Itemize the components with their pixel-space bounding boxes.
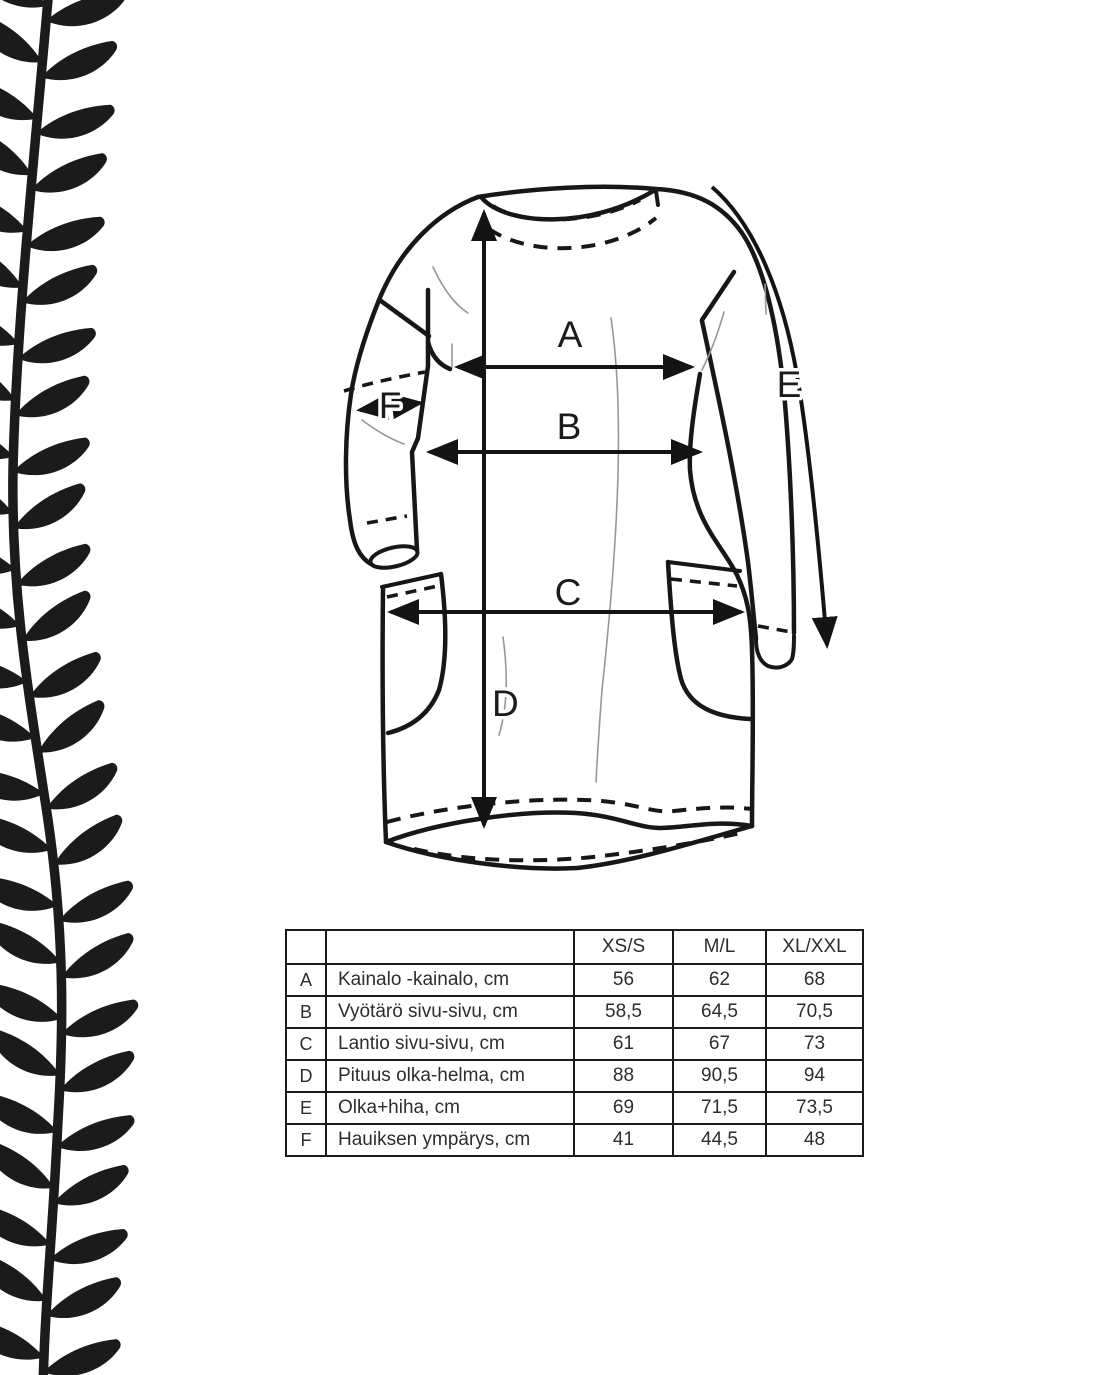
measurement-label: Lantio sivu-sivu, cm <box>326 1028 574 1060</box>
garment-measurement-diagram <box>320 170 850 895</box>
measurement-value-xs-s: 41 <box>574 1124 673 1156</box>
neck-stitch-dashed-2 <box>489 218 656 248</box>
size-column-header-xs-s: XS/S <box>574 930 673 964</box>
right-raglan-seam <box>702 272 734 320</box>
measurement-value-m-l: 64,5 <box>673 996 766 1028</box>
vine-leaf <box>53 1164 128 1206</box>
vine-leaf <box>35 95 115 147</box>
measurement-label: Pituus olka-helma, cm <box>326 1060 574 1092</box>
measurement-value-xl-xxl: 48 <box>766 1124 863 1156</box>
vine-leaf <box>15 376 90 418</box>
measurement-value-xl-xxl: 73,5 <box>766 1092 863 1124</box>
vine-leaf <box>58 933 136 980</box>
measure-label-b: B <box>556 406 582 447</box>
vine-leaf <box>0 980 62 1025</box>
measurement-value-m-l: 44,5 <box>673 1124 766 1156</box>
hem-stitch-dashed-lower <box>414 833 740 860</box>
vine-leaf <box>47 814 128 867</box>
measurement-label: Kainalo -kainalo, cm <box>326 964 574 996</box>
measurement-value-xl-xxl: 94 <box>766 1060 863 1092</box>
vine-leaf <box>0 1028 64 1077</box>
right-cuff <box>756 636 794 668</box>
left-raglan-seam <box>381 301 429 336</box>
table-row <box>286 964 863 996</box>
vine-leaves <box>0 0 139 1375</box>
table-row <box>286 1092 863 1124</box>
left-pocket-stitch-dashed <box>387 586 438 597</box>
vine-leaf <box>41 38 117 82</box>
vine-graphic <box>0 0 139 1375</box>
vine-leaf <box>46 1277 121 1319</box>
right-sleeve-outer-edge <box>656 189 794 633</box>
measure-label-c: C <box>554 572 582 613</box>
left-pocket-top <box>382 574 441 587</box>
neck-notch <box>656 191 658 205</box>
table-row <box>286 1124 863 1156</box>
hem-top-edge <box>386 813 752 842</box>
vine-leaf <box>22 263 98 306</box>
measurement-key: C <box>286 1028 326 1060</box>
size-table-header <box>286 930 863 964</box>
measure-label-a: A <box>557 314 583 355</box>
measurement-value-xl-xxl: 70,5 <box>766 996 863 1028</box>
vine-leaf <box>0 867 58 918</box>
right-sleeve-inner-edge <box>702 321 756 639</box>
right-shoulder-line <box>765 284 766 314</box>
leaf-vine-decoration <box>0 0 150 1375</box>
vine-leaf <box>31 151 107 195</box>
right-pocket-curve <box>668 562 750 719</box>
right-cuff-stitch-dashed <box>758 626 791 632</box>
vine-leaf <box>0 1140 59 1191</box>
vine-leaf <box>60 1051 135 1093</box>
vine-leaf <box>0 1093 58 1135</box>
vine-leaf <box>15 544 91 587</box>
size-table <box>285 929 864 1157</box>
vine-leaf <box>0 1318 44 1360</box>
measurement-value-m-l: 67 <box>673 1028 766 1060</box>
vine-leaf <box>56 1108 135 1157</box>
measurement-value-xs-s: 69 <box>574 1092 673 1124</box>
measurement-value-xs-s: 88 <box>574 1060 673 1092</box>
left-armpit <box>428 342 450 369</box>
vine-leaf <box>0 0 49 8</box>
left-chest-fold-line <box>433 267 468 313</box>
measure-label-e: E <box>776 364 802 405</box>
measure-arrow-e <box>712 187 827 645</box>
vine-leaf <box>49 1221 128 1271</box>
measurement-value-m-l: 71,5 <box>673 1092 766 1124</box>
vine-leaf <box>18 320 97 369</box>
measurement-label: Hauiksen ympärys, cm <box>326 1124 574 1156</box>
size-table-body <box>286 964 863 1156</box>
measurement-value-m-l: 90,5 <box>673 1060 766 1092</box>
size-column-header-m-l: M/L <box>673 930 766 964</box>
garment-outline <box>344 187 794 869</box>
measurement-key: A <box>286 964 326 996</box>
vine-leaf <box>13 433 90 479</box>
label-column-header <box>326 930 574 964</box>
measurement-label: Olka+hiha, cm <box>326 1092 574 1124</box>
body-left-edge <box>383 589 386 842</box>
vine-leaf <box>43 1333 121 1375</box>
measurement-label: Vyötärö sivu-sivu, cm <box>326 996 574 1028</box>
vine-leaf <box>26 651 104 699</box>
left-cuff-stitch-dashed <box>367 516 407 523</box>
header-row <box>286 930 863 964</box>
measure-label-d: D <box>492 683 519 724</box>
vine-leaf <box>16 590 97 643</box>
measure-label-f: F <box>378 385 402 426</box>
measurement-value-xl-xxl: 68 <box>766 964 863 996</box>
measurement-value-xs-s: 58,5 <box>574 996 673 1028</box>
table-row <box>286 1028 863 1060</box>
left-cuff <box>368 542 419 571</box>
measurement-key: B <box>286 996 326 1028</box>
measurement-key: D <box>286 1060 326 1092</box>
measurement-value-xs-s: 61 <box>574 1028 673 1060</box>
vine-leaf <box>46 0 126 34</box>
right-pocket-stitch-dashed <box>671 579 737 586</box>
measurement-value-m-l: 62 <box>673 964 766 996</box>
left-sleeve-outer-edge <box>346 197 478 564</box>
measurement-arrows <box>360 187 827 825</box>
body-right-edge <box>690 374 753 826</box>
vine-leaf <box>0 77 39 121</box>
center-drape-line <box>596 318 618 782</box>
table-row <box>286 996 863 1028</box>
measurement-value-xl-xxl: 73 <box>766 1028 863 1060</box>
vine-leaf <box>0 921 62 965</box>
vine-leaf <box>58 881 133 923</box>
measurement-key: E <box>286 1092 326 1124</box>
size-column-header-xl-xxl: XL/XXL <box>766 930 863 964</box>
corner-cell <box>286 930 326 964</box>
vine-leaf <box>0 1204 51 1246</box>
vine-leaf <box>42 762 121 810</box>
hem-bottom-edge <box>386 826 752 869</box>
vine-leaf <box>30 699 112 755</box>
left-pocket-curve <box>388 574 445 733</box>
measurement-value-xs-s: 56 <box>574 964 673 996</box>
back-neck-line <box>478 187 656 197</box>
measurement-key: F <box>286 1124 326 1156</box>
table-row <box>286 1060 863 1092</box>
vine-leaf <box>10 483 88 530</box>
vine-leaf <box>26 207 106 258</box>
vine-leaf <box>61 995 138 1041</box>
